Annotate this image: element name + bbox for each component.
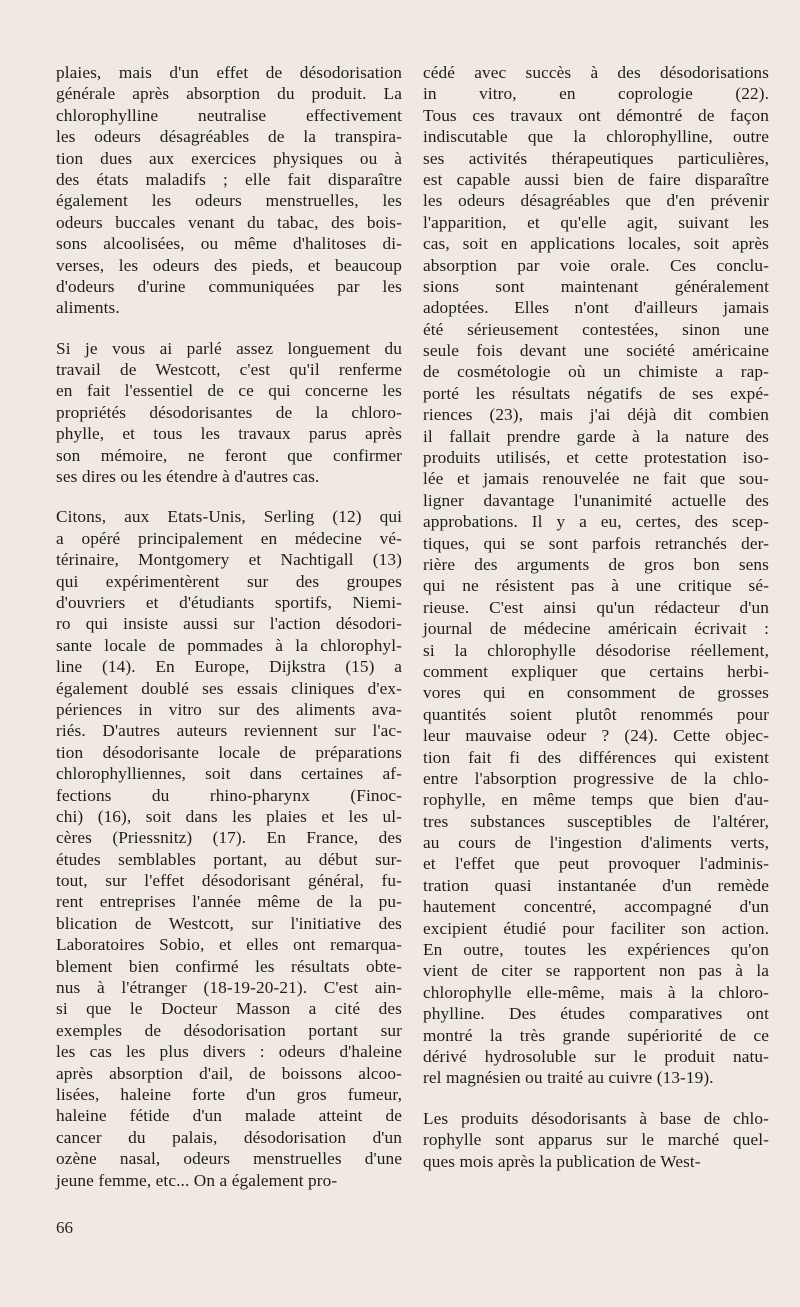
text-line: les cas les plus divers : odeurs d'haleine bbox=[56, 1042, 402, 1062]
text-line: les odeurs désagréables de la transpira- bbox=[56, 127, 402, 147]
text-line: line (14). En Europe, Dijkstra (15) a bbox=[56, 657, 402, 677]
paragraph bbox=[56, 62, 402, 319]
text-line: en fait l'essentiel de ce qui concerne les bbox=[56, 381, 402, 401]
text-line: plaies, mais d'un effet de désodorisation bbox=[56, 63, 402, 82]
text-line: également les odeurs menstruelles, les bbox=[56, 191, 402, 211]
text-line: chi) (16), soit dans les plaies et les ul- bbox=[56, 806, 402, 826]
text-line: produits utilisés, et cette protestation iso- bbox=[423, 448, 769, 468]
text-line: cères (Priessnitz) (17). En France, des bbox=[56, 828, 402, 848]
page-number: 66 bbox=[56, 1218, 73, 1237]
text-line: périences in vitro sur des aliments ava- bbox=[56, 699, 402, 719]
text-line: in vitro, en coprologie (22). bbox=[423, 84, 769, 104]
text-line: dérivé hydrosoluble sur le produit natu- bbox=[423, 1046, 769, 1066]
text-line: rophylle, en même temps que bien d'au- bbox=[423, 790, 769, 810]
text-line: travail de Westcott, c'est qu'il renferme bbox=[56, 360, 402, 380]
text-line: son mémoire, ne feront que confirmer bbox=[56, 445, 402, 465]
text-line: lée et jamais renouvelée ne fait que sou- bbox=[423, 469, 769, 489]
text-line: tion fait fi des différences qui existent bbox=[423, 747, 769, 767]
paragraph bbox=[56, 338, 402, 488]
text-line: quantités soient plutôt renommés pour bbox=[423, 704, 769, 724]
text-line: et l'effet que peut provoquer l'adminis- bbox=[423, 854, 769, 874]
text-line: cancer du palais, désodorisation d'un bbox=[56, 1127, 402, 1147]
text-line: riences (23), mais j'ai déjà dit combien bbox=[423, 405, 769, 425]
text-line: adoptées. Elles n'ont d'ailleurs jamais bbox=[423, 298, 769, 318]
text-line: exemples de désodorisation portant sur bbox=[56, 1020, 402, 1040]
text-line: sions sont maintenant généralement bbox=[423, 276, 769, 296]
text-line: rière des arguments de gros bon sens bbox=[423, 554, 769, 574]
text-line: cédé avec succès à des désodorisations bbox=[423, 63, 769, 82]
text-line: tout, sur l'effet désodorisant général, fu- bbox=[56, 871, 402, 891]
text-line: rieuse. C'est ainsi qu'un rédacteur d'un bbox=[423, 597, 769, 617]
text-line: également doublé ses essais cliniques d'ex- bbox=[56, 678, 402, 698]
text-line: fections du rhino-pharynx (Finoc- bbox=[56, 785, 402, 805]
text-line: Les produits désodorisants à base de chlo- bbox=[423, 1108, 769, 1128]
text-line: ses activités thérapeutiques particulières, bbox=[423, 148, 769, 168]
text-line: riés. D'autres auteurs reviennent sur l'ac- bbox=[56, 721, 402, 741]
text-line: cas, soit en applications locales, soit après bbox=[423, 234, 769, 254]
text-line: propriétés désodorisantes de la chloro- bbox=[56, 402, 402, 422]
text-line: vient de citer se rapportent non pas à la bbox=[423, 961, 769, 981]
text-line: rel magnésien ou traité au cuivre (13-19). bbox=[423, 1068, 714, 1088]
text-line: blement bien confirmé les résultats obte- bbox=[56, 956, 402, 976]
text-line: chlorophylle elle-même, mais à la chloro- bbox=[423, 982, 769, 1002]
paragraph bbox=[423, 62, 769, 1089]
text-line: chlorophylliennes, soit dans certaines af- bbox=[56, 764, 402, 784]
text-line: excipient étudié pour faciliter son action. bbox=[423, 918, 769, 938]
text-line: Laboratoires Sobio, et elles ont remarqua- bbox=[56, 935, 402, 955]
text-line: au cours de l'ingestion d'aliments verts, bbox=[423, 833, 769, 853]
text-line: comment expliquer que certains herbi- bbox=[423, 661, 769, 681]
right-text-column bbox=[423, 62, 769, 1191]
text-line: journal de médecine américain écrivait : bbox=[423, 619, 769, 639]
text-line: térinaire, Montgomery et Nachtigall (13) bbox=[56, 550, 402, 570]
text-line: de cosmétologie où un chimiste a rap- bbox=[423, 362, 769, 382]
text-line: d'odeurs d'urine communiquées par les bbox=[56, 276, 402, 296]
text-line: leur mauvaise odeur ? (24). Cette objec- bbox=[423, 726, 769, 746]
text-line: été sérieusement contestées, sinon une bbox=[423, 319, 769, 339]
text-line: générale après absorption du produit. La bbox=[56, 84, 402, 104]
text-line: approbations. Il y a eu, certes, des scep- bbox=[423, 512, 769, 532]
text-line: Si je vous ai parlé assez longuement du bbox=[56, 338, 402, 358]
text-line: entre l'absorption progressive de la chlo- bbox=[423, 768, 769, 788]
text-line: seule fois devant une société américaine bbox=[423, 341, 769, 361]
text-line: verses, les odeurs des pieds, et beaucoup bbox=[56, 255, 402, 275]
text-line: montré la très grande supériorité de ce bbox=[423, 1025, 769, 1045]
text-line: absorption par voie orale. Ces conclu- bbox=[423, 255, 769, 275]
text-line: ozène nasal, odeurs menstruelles d'une bbox=[56, 1149, 402, 1169]
text-line: est capable aussi bien de faire disparaître bbox=[423, 169, 769, 189]
text-line: blication de Westcott, sur l'initiative des bbox=[56, 913, 402, 933]
text-line: tion désodorisante locale de préparations bbox=[56, 742, 402, 762]
text-line: tiques, qui se sont parfois retranchés der- bbox=[423, 533, 769, 553]
text-line: les odeurs désagréables que d'en prévenir bbox=[423, 191, 769, 211]
text-line: phylle, et tous les travaux parus après bbox=[56, 424, 402, 444]
text-line: si la chlorophylle désodorise réellement, bbox=[423, 640, 769, 660]
text-line: sons alcoolisées, ou même d'halitoses di- bbox=[56, 234, 402, 254]
text-line: il fallait prendre garde à la nature des bbox=[423, 426, 769, 446]
text-line: tration quasi instantanée d'un remède bbox=[423, 875, 769, 895]
text-line: hautement concentré, accompagné d'un bbox=[423, 897, 769, 917]
text-line: études semblables portant, au début sur- bbox=[56, 849, 402, 869]
text-line: indiscutable que la chlorophylline, outre bbox=[423, 127, 769, 147]
text-line: ro qui insiste aussi sur l'action désodori- bbox=[56, 614, 402, 634]
text-line: haleine fétide d'un malade atteint de bbox=[56, 1106, 402, 1126]
paragraph bbox=[423, 1108, 769, 1172]
text-line: qui expérimentèrent sur des groupes bbox=[56, 571, 402, 591]
text-line: lisées, haleine forte d'un gros fumeur, bbox=[56, 1084, 402, 1104]
text-line: ligner davantage l'unanimité actuelle des bbox=[423, 490, 769, 510]
text-line: ses dires ou les étendre à d'autres cas. bbox=[56, 467, 320, 487]
text-line: tion dues aux exercices physiques ou à bbox=[56, 148, 402, 168]
text-line: porté les résultats négatifs de ses expé- bbox=[423, 383, 769, 403]
text-line: l'apparition, et qu'elle agit, suivant les bbox=[423, 212, 769, 232]
text-line: des états maladifs ; elle fait disparaître bbox=[56, 169, 402, 189]
paragraph bbox=[56, 506, 402, 1191]
text-line: En outre, toutes les expériences qu'on bbox=[423, 940, 769, 960]
text-line: rophylle sont apparus sur le marché quel- bbox=[423, 1130, 769, 1150]
text-line: vores qui en consomment de grosses bbox=[423, 683, 769, 703]
text-line: si que le Docteur Masson a cité des bbox=[56, 999, 402, 1019]
text-line: phylline. Des études comparatives ont bbox=[423, 1004, 769, 1024]
text-line: a opéré principalement en médecine vé- bbox=[56, 528, 402, 548]
left-text-column bbox=[56, 62, 402, 1210]
text-line: d'ouvriers et d'étudiants sportifs, Niemi- bbox=[56, 592, 402, 612]
text-line: jeune femme, etc... On a également pro- bbox=[56, 1170, 338, 1190]
text-line: sante locale de pommades à la chlorophyl- bbox=[56, 635, 402, 655]
text-line: tres substances susceptibles de l'altérer, bbox=[423, 811, 769, 831]
text-line: rent entreprises l'année même de la pu- bbox=[56, 892, 402, 912]
text-line: Citons, aux Etats-Unis, Serling (12) qui bbox=[56, 507, 402, 527]
text-line: odeurs buccales venant du tabac, des bois- bbox=[56, 212, 402, 232]
text-line: aliments. bbox=[56, 298, 120, 318]
text-line: chlorophylline neutralise effectivement bbox=[56, 105, 402, 125]
text-line: qui ne résistent pas à une critique sé- bbox=[423, 576, 769, 596]
text-line: nus à l'étranger (18-19-20-21). C'est ain- bbox=[56, 978, 402, 998]
text-line: après absorption d'ail, de boissons alcoo- bbox=[56, 1063, 402, 1083]
text-line: ques mois après la publication de West- bbox=[423, 1151, 701, 1171]
text-line: Tous ces travaux ont démontré de façon bbox=[423, 105, 769, 125]
